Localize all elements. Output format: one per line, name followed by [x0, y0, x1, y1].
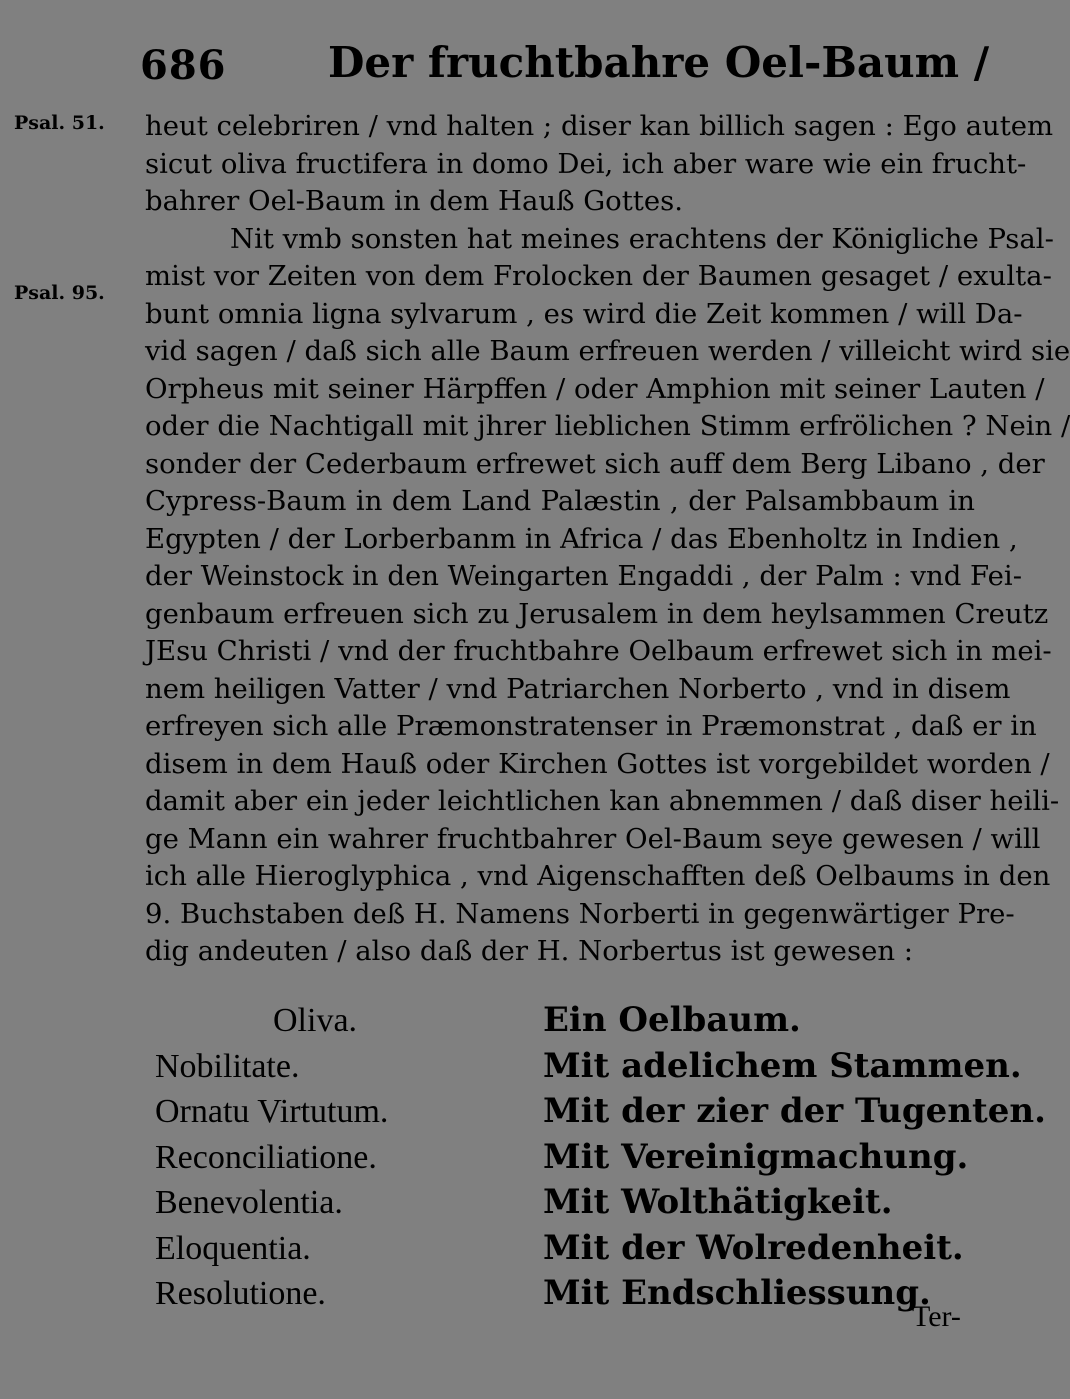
- running-title: Der fruchtbahre Oel-Baum /: [328, 38, 990, 87]
- acrostic-german-term: Mit der Wolredenheit.: [543, 1227, 964, 1268]
- text-line: der Weinstock in den Weingarten Engaddi , der Palm : vnd Fei-: [145, 560, 1022, 592]
- text-line: Orpheus mit seiner Härpffen / oder Amphion mit seiner Lauten /: [145, 372, 1045, 405]
- text-line: ge Mann ein wahrer fruchtbahrer Oel-Baum seye gewesen / will: [145, 822, 1041, 855]
- acrostic-german-term: Mit Endschliessung.: [543, 1273, 931, 1313]
- text-line: heut celebriren / vnd halten ; diser kan billich sagen : Ego autem: [145, 110, 1054, 142]
- acrostic-latin-term: Resolutione.: [155, 1275, 326, 1312]
- acrostic-german-term: Mit adelichem Stammen.: [543, 1045, 1022, 1086]
- text-line: damit aber ein jeder leichtlichen kan abnemmen / daß diser heili-: [145, 785, 1060, 817]
- acrostic-row: [155, 1135, 975, 1181]
- acrostic-german-term: Ein Oelbaum.: [543, 1000, 801, 1040]
- text-line: disem in dem Hauß oder Kirchen Gottes ist vorgebildet worden /: [145, 747, 1050, 780]
- text-line: 9. Buchstaben deß H. Namens Norberti in gegenwärtiger Pre-: [145, 897, 1015, 930]
- text-line: dig andeuten / also daß der H. Norbertus ist gewesen :: [145, 935, 914, 967]
- acrostic-row: [155, 1044, 1022, 1090]
- acrostic-latin-term: Ornatu Virtutum.: [155, 1093, 389, 1130]
- text-line: bahrer Oel-Baum in dem Hauß Gottes.: [145, 185, 683, 217]
- acrostic-row: [155, 1226, 975, 1272]
- text-line: mist vor Zeiten von dem Frolocken der Baumen gesaget / exulta-: [145, 260, 1052, 292]
- acrostic-latin-term: Eloquentia.: [155, 1229, 311, 1267]
- text-line: Egypten / der Lorberbanm in Africa / das Ebenholtz in Indien ,: [145, 522, 1018, 555]
- text-line: sonder der Cederbaum erfrewet sich auff dem Berg Libano , der: [145, 447, 1045, 480]
- margin-note-psalm-51: Psal. 51.: [14, 112, 105, 134]
- text-line: ich alle Hieroglyphica , vnd Aigenschafften deß Oelbaums in den: [145, 860, 1051, 892]
- acrostic-row: [155, 1180, 975, 1226]
- acrostic-table: [155, 998, 1046, 1317]
- text-line: vid sagen / daß sich alle Baum erfreuen werden / villeicht wird sie: [145, 335, 1070, 367]
- acrostic-german-term: Mit Wolthätigkeit.: [543, 1182, 893, 1222]
- margin-note-psalm-95: Psal. 95.: [14, 282, 105, 304]
- body-text: [145, 108, 1070, 971]
- text-line: nem heiligen Vatter / vnd Patriarchen Norberto , vnd in disem: [145, 672, 1011, 705]
- acrostic-row: [155, 998, 975, 1044]
- text-line: genbaum erfreuen sich zu Jerusalem in dem heylsammen Creutz: [145, 597, 1049, 630]
- acrostic-latin-term: Oliva.: [273, 1002, 358, 1039]
- text-line: Cypress-Baum in dem Land Palæstin , der Palsambbaum in: [145, 485, 975, 517]
- text-line: sicut oliva fructifera in domo Dei, ich aber ware wie ein frucht-: [145, 147, 1027, 180]
- acrostic-latin-term: Reconciliatione.: [155, 1138, 377, 1176]
- acrostic-german-term: Mit Vereinigmachung.: [543, 1136, 969, 1177]
- acrostic-german-term: Mit der zier der Tugenten.: [543, 1091, 1046, 1131]
- page-header: [140, 38, 990, 98]
- text-line: JEsu Christi / vnd der fruchtbahre Oelbaum erfrewet sich in mei-: [145, 635, 1052, 667]
- text-line: Nit vmb sonsten hat meines erachtens der Königliche Psal-: [230, 222, 1054, 255]
- acrostic-row: [155, 1089, 1046, 1135]
- text-line: bunt omnia ligna sylvarum , es wird die Zeit kommen / will Da-: [145, 297, 1023, 330]
- acrostic-latin-term: Benevolentia.: [155, 1184, 343, 1221]
- acrostic-latin-term: Nobilitate.: [155, 1047, 300, 1085]
- catchword: Ter-: [912, 1300, 961, 1333]
- page-number: 686: [140, 42, 227, 89]
- acrostic-row: [155, 1271, 975, 1317]
- text-line: oder die Nachtigall mit jhrer lieblichen Stimm erfrölichen ? Nein /: [145, 410, 1070, 442]
- text-line: erfreyen sich alle Præmonstratenser in Præmonstrat , daß er in: [145, 710, 1037, 742]
